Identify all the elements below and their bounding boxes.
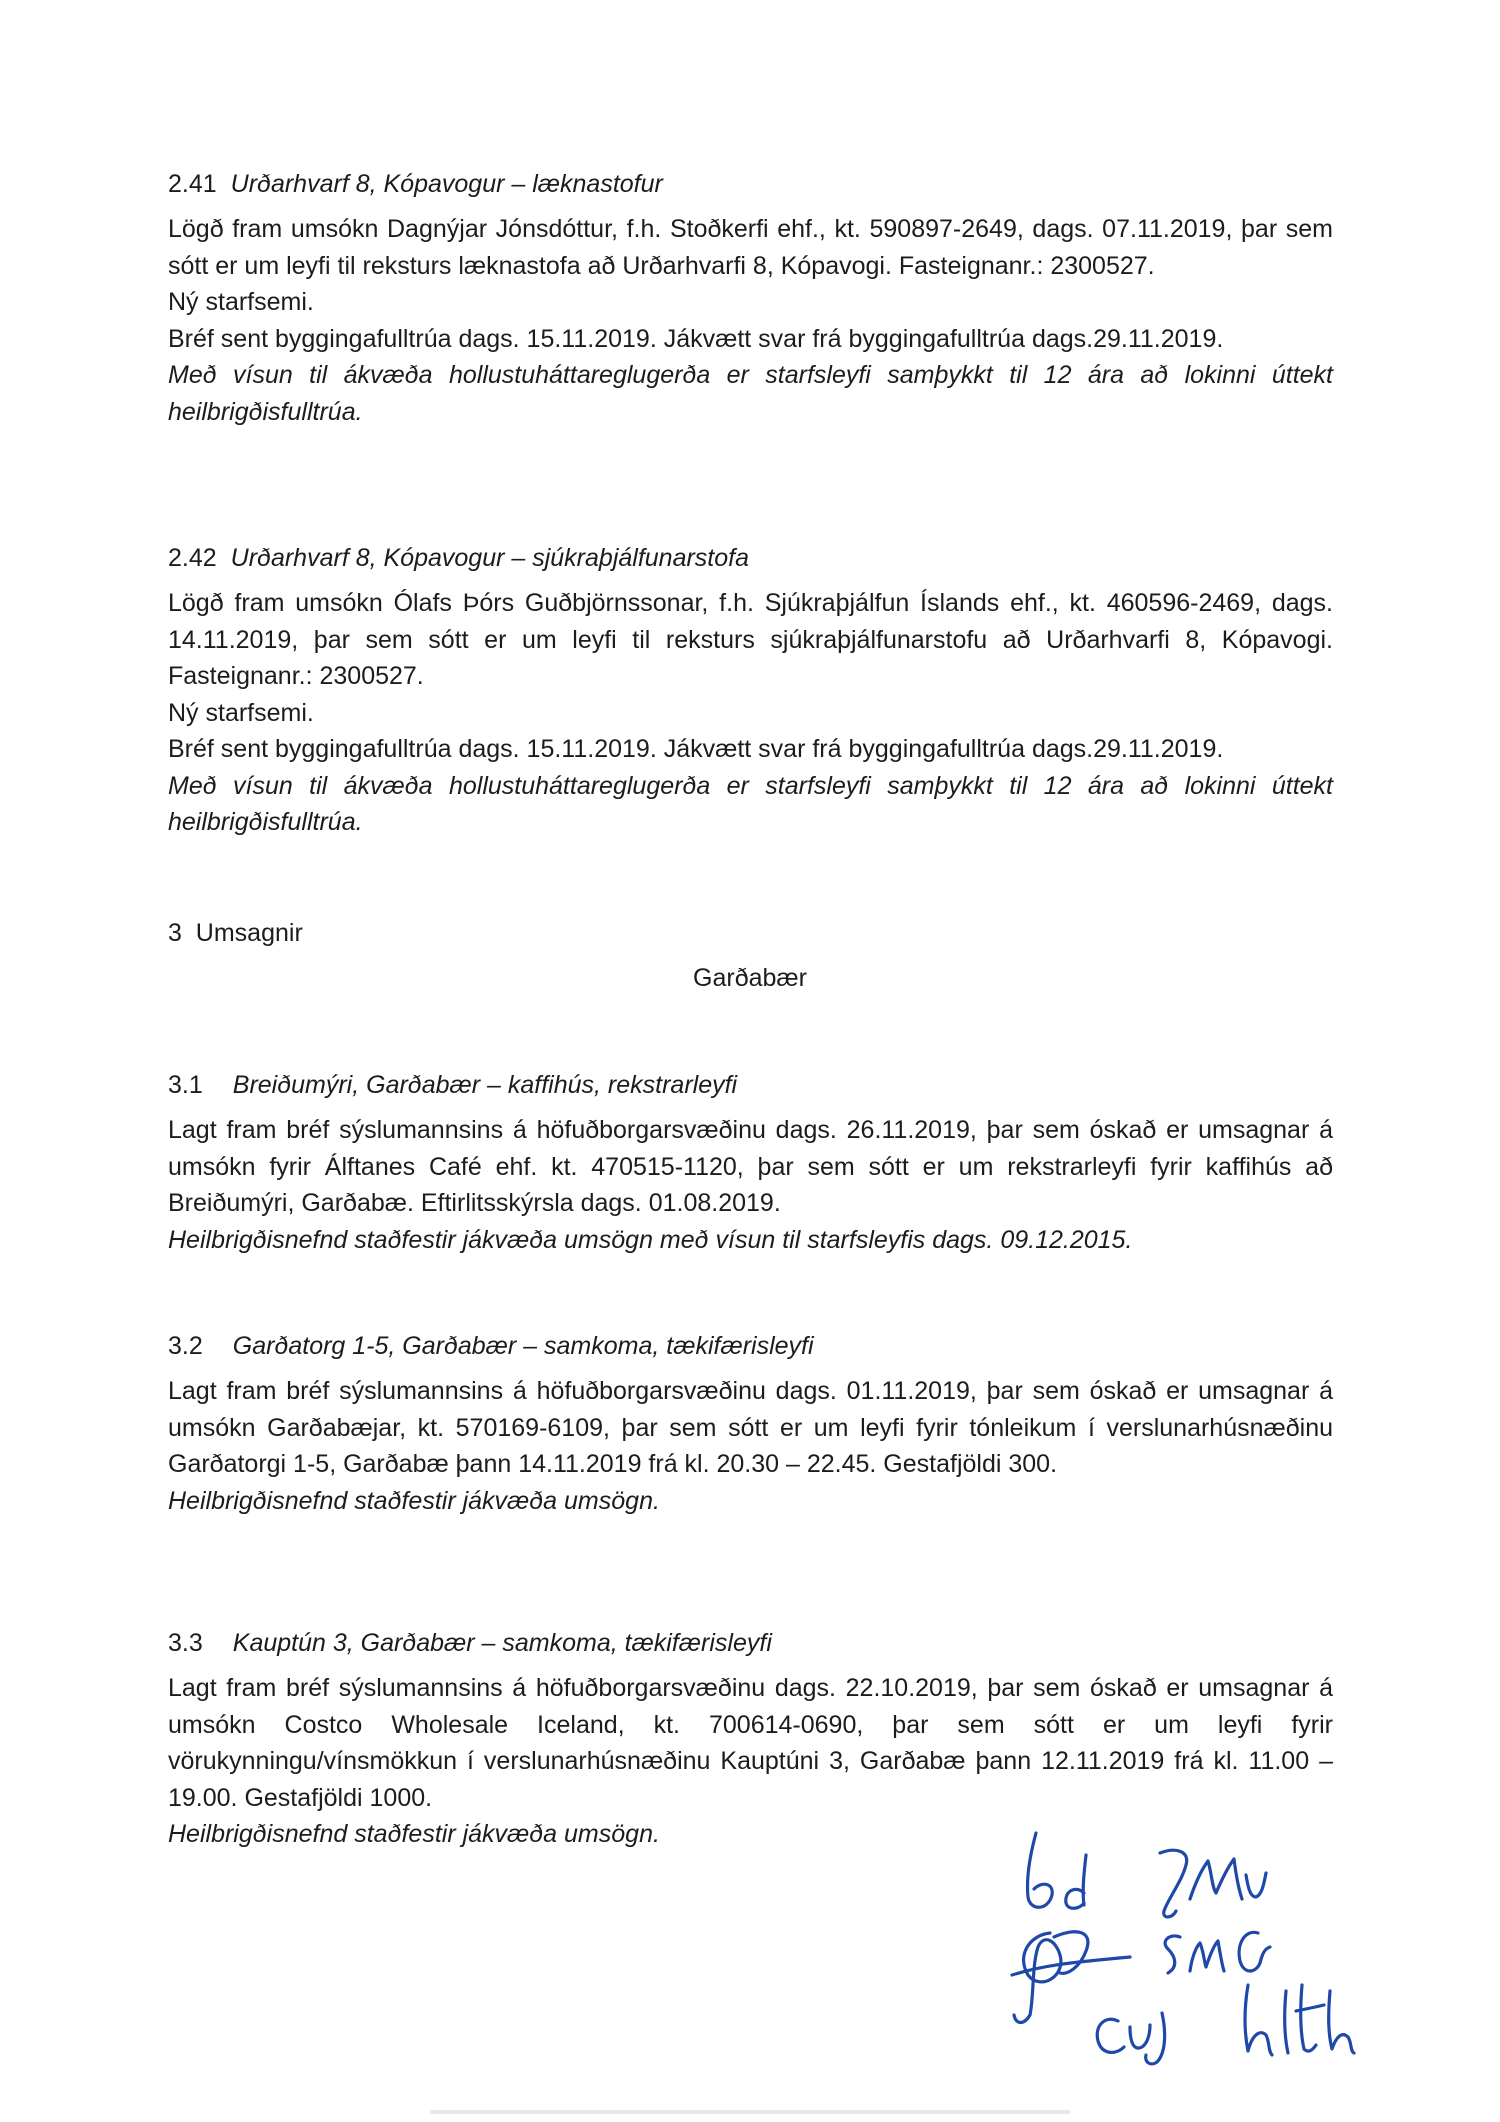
paragraph-application: Lögð fram umsókn Ólafs Þórs Guðbjörnssonar, f.h. Sjúkraþjálfun Íslands ehf., kt. 460596-2469, dags. 14.11.2019, þar sem sótt er um leyfi til reksturs sjúkraþjálfunarstofu að Urðarhvarfi 8, Kópavogi. Fasteignanr.: 2300527.: [168, 589, 1333, 690]
paragraph-letter: Bréf sent byggingafulltrúa dags. 15.11.2019. Jákvætt svar frá byggingafulltrúa dags.29.11.2019.: [168, 324, 1224, 353]
section-body: [168, 1373, 1333, 1519]
section-title: Garðatorg 1-5, Garðabær – samkoma, tækifærisleyfi: [232, 1332, 814, 1360]
paragraph-decision: Heilbrigðisnefnd staðfestir jákvæða umsögn með vísun til starfsleyfis dags. 09.12.2015.: [168, 1225, 1133, 1254]
signature-initials-1: [1027, 1833, 1052, 1907]
section-heading: [168, 166, 1333, 202]
section-body: [168, 585, 1333, 841]
section-title: Urðarhvarf 8, Kópavogur – sjúkraþjálfunarstofa: [230, 544, 750, 572]
municipality-title: Garðabær: [693, 964, 807, 992]
paragraph-letter: Lagt fram bréf sýslumannsins á höfuðborgarsvæðinu dags. 26.11.2019, þar sem óskað er umsagnar á umsókn fyrir Álftanes Café ehf. kt. 470515-1120, þar sem sótt er um rekstrarleyfi fyrir kaffihús að Breiðumýri, Garðabæ. Eftirlitsskýrsla dags. 01.08.2019.: [168, 1116, 1333, 1217]
section-title: Kauptún 3, Garðabær – samkoma, tækifærisleyfi: [232, 1629, 772, 1657]
section-title: Breiðumýri, Garðabær – kaffihús, rekstrarleyfi: [232, 1071, 738, 1099]
signature-initials-1b: [1066, 1855, 1086, 1908]
paragraph-decision: Með vísun til ákvæða hollustuháttareglugerða er starfsleyfi samþykkt til 12 ára að lokinni úttekt heilbrigðisfulltrúa.: [168, 771, 1333, 836]
section-3-2: [168, 1328, 1333, 1519]
signature-flourish: [1012, 1933, 1130, 2023]
section-body: [168, 211, 1333, 430]
section-number: 3.1: [168, 1071, 203, 1099]
section-2-42: [168, 540, 1333, 841]
chapter-title: 3 Umsagnir: [168, 919, 303, 947]
signature-initials-3: [1165, 1936, 1180, 1973]
section-heading: [168, 540, 1333, 576]
scan-artifact-line: [430, 2110, 1070, 2114]
paragraph-decision: Með vísun til ákvæða hollustuháttareglugerða er starfsleyfi samþykkt til 12 ára að lokinni úttekt heilbrigðisfulltrúa.: [168, 361, 1333, 426]
section-title: Urðarhvarf 8, Kópavogur – læknastofur: [230, 170, 663, 198]
section-number: 2.41: [168, 170, 217, 198]
signature-initials-3c: [1239, 1932, 1270, 1971]
section-body: [168, 1112, 1333, 1258]
section-3-1: [168, 1067, 1333, 1258]
paragraph-letter: Bréf sent byggingafulltrúa dags. 15.11.2019. Jákvætt svar frá byggingafulltrúa dags.29.11.2019.: [168, 735, 1224, 763]
signature-initials-2b: [1190, 1859, 1266, 1899]
paragraph-decision: Heilbrigðisnefnd staðfestir jákvæða umsögn.: [168, 1820, 660, 1848]
section-number: 3.2: [168, 1332, 203, 1360]
section-2-41: [168, 166, 1333, 430]
section-heading: [168, 1328, 1333, 1364]
paragraph-new-activity: Ný starfsemi.: [168, 288, 314, 316]
section-heading: [168, 1625, 1333, 1661]
signature-initials-5b: [1285, 1985, 1354, 2053]
paragraph-new-activity: Ný starfsemi.: [168, 698, 314, 727]
handwritten-signatures: [990, 1815, 1390, 2075]
section-heading: [168, 1067, 1333, 1103]
paragraph-application: Lögð fram umsókn Dagnýjar Jónsdóttur, f.h. Stoðkerfi ehf., kt. 590897-2649, dags. 07.11.2019, þar sem sótt er um leyfi til reksturs læknastofa að Urðarhvarfi 8, Kópavogi. Fasteignanr.: 2300527.: [168, 215, 1333, 280]
section-number: 3.3: [168, 1629, 203, 1657]
signature-initials-2: [1160, 1850, 1187, 1917]
paragraph-letter: Lagt fram bréf sýslumannsins á höfuðborgarsvæðinu dags. 22.10.2019, þar sem óskað er umsagnar á umsókn Costco Wholesale Iceland, kt. 700614-0690, þar sem sótt er um leyfi fyrir vörukynningu/vínsmökkun í verslunarhúsnæðinu Kauptúni 3, Garðabæ þann 12.11.2019 frá kl. 11.00 – 19.00. Gestafjöldi 1000.: [168, 1674, 1333, 1812]
signature-initials-5: [1245, 1985, 1272, 2055]
paragraph-decision: Heilbrigðisnefnd staðfestir jákvæða umsögn.: [168, 1486, 660, 1515]
chapter-3-heading: [168, 915, 1333, 960]
signature-initials-4: [1097, 2013, 1164, 2064]
signature-initials-3b: [1190, 1941, 1224, 1971]
section-number: 2.42: [168, 544, 217, 572]
paragraph-letter: Lagt fram bréf sýslumannsins á höfuðborgarsvæðinu dags. 01.11.2019, þar sem óskað er umsagnar á umsókn Garðabæjar, kt. 570169-6109, þar sem sótt er um leyfi fyrir tónleikum í verslunarhúsnæðinu Garðatorgi 1-5, Garðabæ þann 14.11.2019 frá kl. 20.30 – 22.45. Gestafjöldi 300.: [168, 1377, 1333, 1478]
